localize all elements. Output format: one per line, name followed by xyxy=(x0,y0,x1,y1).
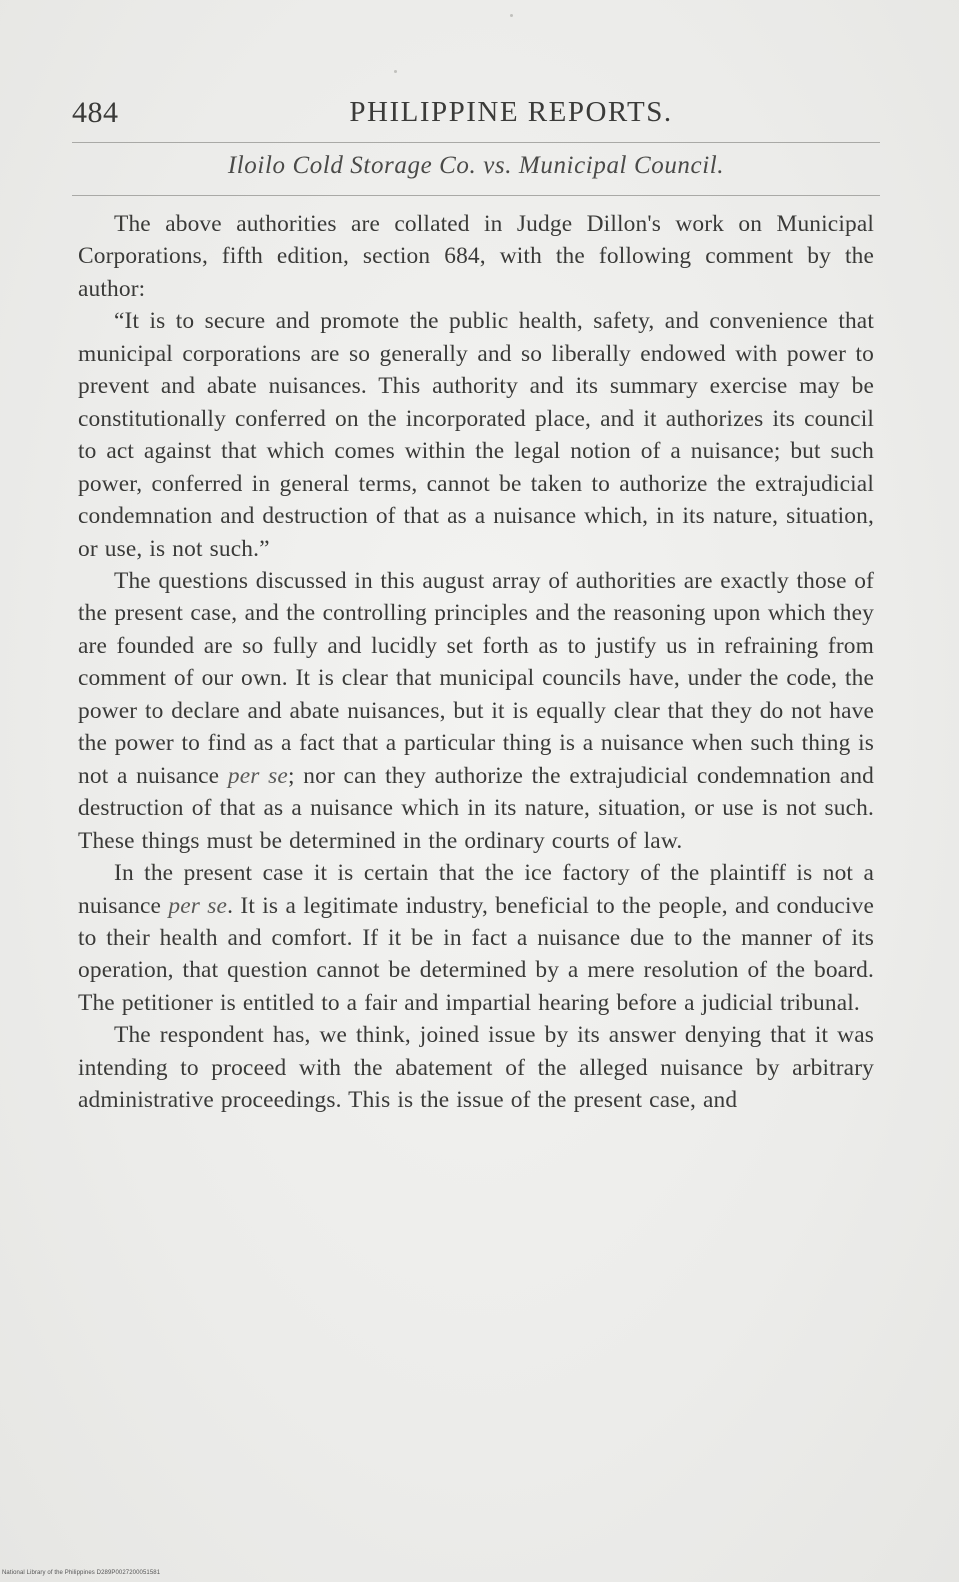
paragraph-3-text-b: ; nor can they authorize the extrajudicial condemnation and destruction of that as a nuisance which in its nature, situation, or use is not such. These things must be determined in the ordinary courts of law. xyxy=(78,762,875,854)
paragraph-3-text-a: The questions discussed in this august array of authorities are exactly those of the present case, and the controlling principles and the reasoning upon which they are founded are so fully and lucidly set forth as to justify us in refraining from comment of our own. It is clear that municipal councils have, under the code, the power to declare and abate nuisances, but it is equally clear that they do not have the power to find as a fact that a particular thing is a nuisance when such thing is not a nuisance xyxy=(78,567,874,789)
running-title: PHILIPPINE REPORTS. xyxy=(349,96,673,128)
page-header xyxy=(72,96,880,140)
paper-speck xyxy=(394,70,397,73)
paragraph-2-quotation: “It is to secure and promote the public health, safety, and convenience that municipal corporations are so generally and so liberally endowed with power to prevent and abate nuisances. This authority and its summary exercise may be constitutionally conferred on the incorporated place, and it authorizes its council to act against that which comes within the legal notion of a nuisance; but such power, conferred in general terms, cannot be taken to authorize the extrajudicial condemnation and destruction of that as a nuisance which, in its nature, situation, or use, is not such.” xyxy=(78,308,874,562)
header-rule-top xyxy=(72,142,880,143)
paragraph-1: The above authorities are collated in Judge Dillon's work on Municipal Corporations, fifth edition, section 684, with the following comment by the author: xyxy=(78,211,874,302)
paragraph-3-italic-per-se: per se xyxy=(227,762,288,789)
paragraph-5: The respondent has, we think, joined issue by its answer denying that it was intending to proceed with the abatement of the alleged nuisance by arbitrary administrative proceedings. This is the issue of the present case, and xyxy=(78,1022,874,1114)
page-number: 484 xyxy=(72,96,119,129)
paragraph-4 xyxy=(78,857,874,1019)
case-caption: Iloilo Cold Storage Co. vs. Municipal Council. xyxy=(227,152,725,179)
header-rule-bottom xyxy=(72,195,880,196)
paragraph-4-italic-per-se: per se xyxy=(168,892,228,919)
archive-stamp: National Library of the Philippines D289P0027200051581 xyxy=(2,1570,161,1576)
paper-speck xyxy=(510,14,513,17)
paragraph-4-text-b: . It is a legitimate industry, beneficial to the people, and conducive to their health and comfort. If it be in fact a nuisance due to the manner of its operation, that question cannot be determined by a mere resolution of the board. The petitioner is entitled to a fair and impartial hearing before a judicial tribunal. xyxy=(78,892,874,1016)
paragraph-3 xyxy=(78,565,874,857)
body-text xyxy=(78,208,874,1117)
paragraph-4-text-a: In the present case it is certain that the ice factory of the plaintiff is not a nuisance xyxy=(78,860,874,919)
